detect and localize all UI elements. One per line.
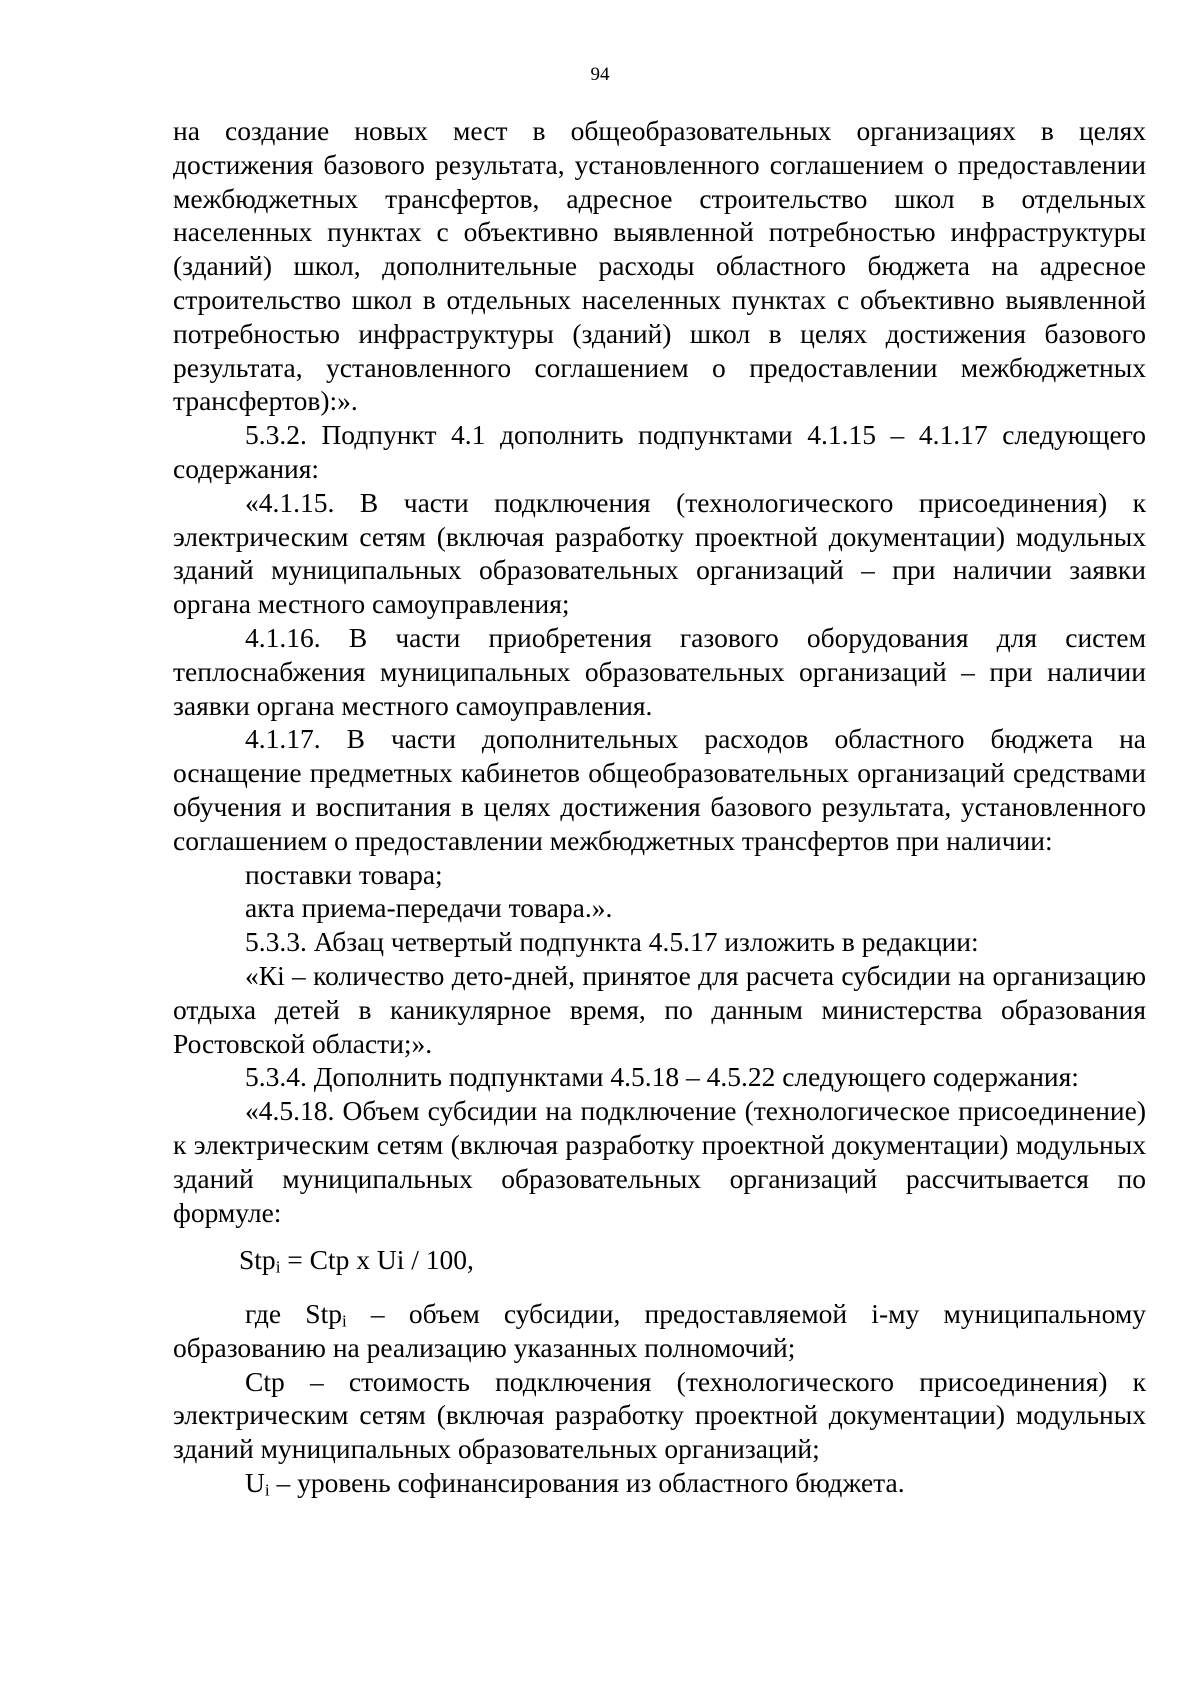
formula-lhs-subscript: i [275, 1257, 281, 1277]
definition-ctp: Ctp – стоимость подключения (технологического присоединения) к электрическим сетям (включая разработку проектной документации) модульных зданий муниципальных образовательных организаций; [173, 1365, 1146, 1465]
definition-ui-subscript: i [264, 1480, 270, 1500]
definition-stp [173, 1297, 1146, 1365]
paragraph-10: «4.5.18. Объем субсидии на подключение (технологическое присоединение) к электрическим сетям (включая разработку проектной документации) модульных зданий муниципальных образовательных организаций рассчитывается по формуле: [173, 1095, 1146, 1228]
paragraph-8: «Кi – количество дето-дней, принятое для расчета субсидии на организацию отдыха детей в каникулярное время, по данным министерства образования Ростовской области;». [173, 959, 1146, 1059]
paragraph-7: 5.3.3. Абзац четвертый подпункта 4.5.17 изложить в редакции: [245, 926, 979, 958]
formula [173, 1243, 1146, 1277]
paragraph-6: акта приема-передачи товара.». [245, 892, 613, 924]
paragraph-4: 4.1.17. В части дополнительных расходов областного бюджета на оснащение предметных кабинетов общеобразовательных организаций средствами обучения и воспитания в целях достижения базового результата, установленного соглашением о предоставлении межбюджетных трансфертов при наличии: [173, 723, 1146, 856]
paragraph-9: 5.3.4. Дополнить подпунктами 4.5.18 – 4.5.22 следующего содержания: [245, 1061, 1079, 1093]
paragraph-2: «4.1.15. В части подключения (технологического присоединения) к электрическим сетям (включая разработку проектной документации) модульных зданий муниципальных образовательных организаций – при наличии заявки органа местного самоуправления; [173, 486, 1146, 620]
definition-stp-text: – объем субсидии, предоставляемой i-му муниципальному образованию на реализацию указанных полномочий; [173, 1298, 1146, 1363]
page-number: 94 [590, 64, 610, 85]
paragraph-3: 4.1.16. В части приобретения газового оборудования для систем теплоснабжения муниципальных образовательных организаций – при наличии заявки органа местного самоуправления. [173, 621, 1146, 721]
definition-ui [173, 1466, 1146, 1500]
definition-ui-prefix: U [245, 1467, 265, 1499]
paragraph-1: 5.3.2. Подпункт 4.1 дополнить подпунктами 4.1.15 – 4.1.17 следующего содержания: [173, 419, 1146, 484]
definition-ui-text: – уровень софинансирования из областного бюджета. [269, 1467, 905, 1499]
formula-lhs: Stp [239, 1244, 276, 1276]
paragraph-5: поставки товара; [245, 858, 443, 890]
formula-rhs: = Ctp х Ui / 100, [280, 1244, 474, 1276]
document-body [173, 114, 1146, 1500]
paragraph-0: на создание новых мест в общеобразовательных организациях в целях достижения базового результата, установленного соглашением о предоставлении межбюджетных трансфертов, адресное строительство школ в отдельных населенных пунктах с объективно выявленной потребностью инфраструктуры (зданий) школ, дополнительные расходы областного бюджета на адресное строительство школ в отдельных населенных пунктах с объективно выявленной потребностью инфраструктуры (зданий) школ в целях достижения базового результата, установленного соглашением о предоставлении межбюджетных трансфертов):». [173, 115, 1146, 417]
definition-stp-subscript: i [341, 1311, 347, 1331]
definition-stp-prefix: где Stp [245, 1298, 342, 1330]
